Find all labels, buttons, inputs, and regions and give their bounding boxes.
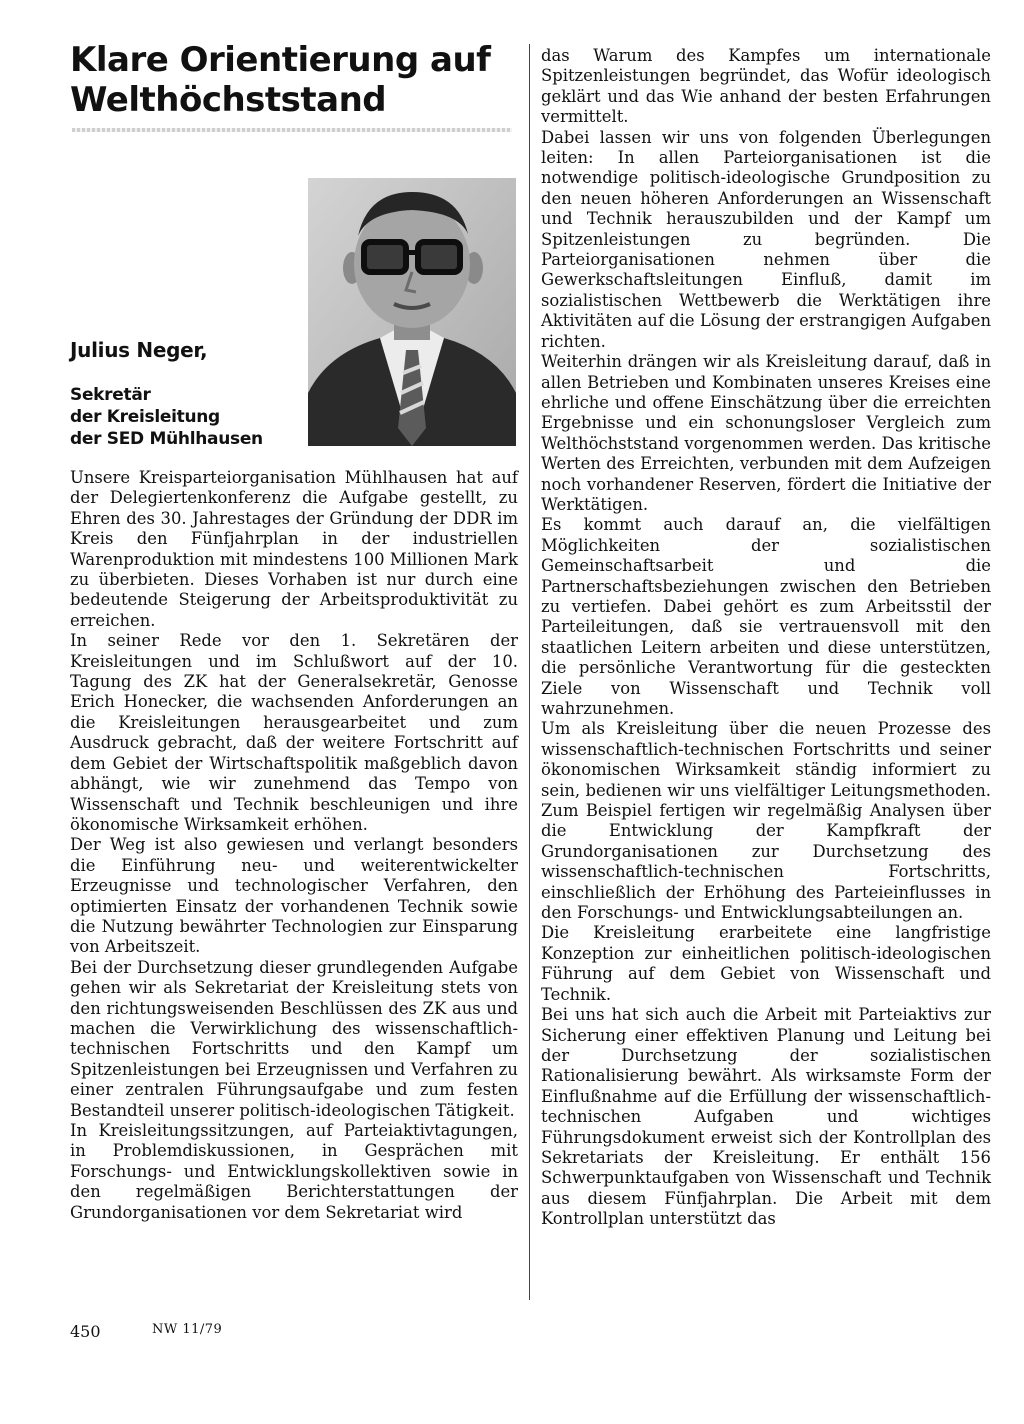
body-paragraph: Es kommt auch darauf an, die vielfältigen Möglichkeiten der sozialistischen Gemeinschaftsarbeit und die Partnerschaftsbeziehungen zwischen den Betrieben zu vertiefen. Dabei gehört es zum Arbeitsstil der Parteileitungen, daß sie vertrauensvoll mit den staatlichen Leitern arbeiten und diese unterstützen, die persönliche Verantwortung für die gesteckten Ziele von Wissenschaft und Technik voll wahrzunehmen.	[541, 515, 991, 718]
author-role	[70, 384, 300, 450]
body-paragraph: Um als Kreisleitung über die neuen Prozesse des wissenschaftlich-technischen Fortschritts und seiner ökonomischen Wirksamkeit ständig informiert zu sein, bedienen wir uns vielfältiger Leitungsmethoden. Zum Beispiel fertigen wir regelmäßig Analysen über die Entwicklung der Kampfkraft der Grundorganisationen zur Durchsetzung des wissenschaftlich-technischen Fortschritts, einschließlich der Erhöhung des Parteieinflusses in den Forschungs- und Entwicklungsabteilungen an.	[541, 719, 991, 923]
author-portrait	[308, 178, 516, 446]
left-text-column	[70, 468, 518, 1223]
body-paragraph: Der Weg ist also gewiesen und verlangt besonders die Einführung neu- und weiterentwickelter Erzeugnisse und technologischer Verfahren, den optimierten Einsatz der vorhandenen Technik sowie die Nutzung bewährter Technologien zur Einsparung von Arbeitszeit.	[70, 835, 518, 957]
body-paragraph: Bei uns hat sich auch die Arbeit mit Parteiaktivs zur Sicherung einer effektiven Planung und Leitung bei der Durchsetzung der sozialistischen Rationalisierung bewährt. Als wirksamste Form der Einflußnahme auf die Erfüllung der wissenschaftlich-technischen Aufgaben und wichtiges Führungsdokument erweist sich der Kontrollplan des Sekretariats der Kreisleitung. Er enthält 156 Schwerpunktaufgaben von Wissenschaft und Technik aus diesem Fünfjahrplan. Die Arbeit mit dem Kontrollplan unterstützt das	[541, 1005, 991, 1229]
title-divider	[72, 128, 512, 132]
right-text-column	[541, 46, 991, 1230]
author-role-line: der Kreisleitung	[70, 407, 220, 427]
body-paragraph: Die Kreisleitung erarbeitete eine langfristige Konzeption zur einheitlichen politisch-ideologischen Führung auf dem Gebiet von Wissenschaft und Technik.	[541, 923, 991, 1004]
page-number: 450	[70, 1322, 101, 1341]
body-paragraph: Dabei lassen wir uns von folgenden Überlegungen leiten: In allen Parteiorganisationen ist die notwendige politisch-ideologische Grundposition zu den neuen höheren Anforderungen an Wissenschaft und Technik herauszubilden und der Kampf um Spitzenleistungen zu begründen. Die Parteiorganisationen nehmen über die Gewerkschaftsleitungen Einfluß, damit im sozialistischen Wettbewerb die Werktätigen ihre Aktivitäten auf die Lösung der erstrangigen Aufgaben richten.	[541, 127, 991, 351]
portrait-illustration	[308, 178, 516, 446]
author-name: Julius Neger,	[70, 338, 208, 362]
author-byline	[70, 338, 300, 450]
article-title: Klare Orientierung auf Welthöchststand	[70, 40, 491, 120]
column-divider	[529, 44, 530, 1300]
body-paragraph: In seiner Rede vor den 1. Sekretären der Kreisleitungen und im Schlußwort auf der 10. Tagung des ZK hat der Generalsekretär, Genosse Erich Honecker, die wachsenden Anforderungen an die Kreisleitungen herausgearbeitet und zum Ausdruck gebracht, daß der weitere Fortschritt auf dem Gebiet der Wirtschaftspolitik maßgeblich davon abhängt, wie wir zunehmend das Tempo von Wissenschaft und Technik beschleunigen und ihre ökonomische Wirksamkeit erhöhen.	[70, 631, 518, 834]
body-paragraph: Weiterhin drängen wir als Kreisleitung darauf, daß in allen Betrieben und Kombinaten unseres Kreises eine ehrliche und offene Einschätzung über die erreichten Ergebnisse und ein schonungsloser Vergleich zum Welthöchststand vorgenommen werden. Das kritische Werten des Erreichten, verbunden mit dem Aufzeigen noch vorhandener Reserven, fördert die Initiative der Werktätigen.	[541, 352, 991, 514]
body-paragraph: Bei der Durchsetzung dieser grundlegenden Aufgabe gehen wir als Sekretariat der Kreisleitung stets von den richtungsweisenden Beschlüssen des ZK aus und machen die Verwirklichung des wissenschaftlich-technischen Fortschritts und den Kampf um Spitzenleistungen bei Erzeugnissen und Verfahren zu einer zentralen Führungsaufgabe und zum festen Bestandteil unserer politisch-ideologischen Tätigkeit.	[70, 957, 518, 1120]
journal-issue: NW 11/79	[152, 1322, 223, 1337]
body-paragraph: das Warum des Kampfes um internationale Spitzenleistungen begründet, das Wofür ideologisch geklärt und das Wie anhand der besten Erfahrungen vermittelt.	[541, 46, 991, 127]
body-paragraph: In Kreisleitungssitzungen, auf Parteiaktivtagungen, in Problemdiskussionen, in Gesprächen mit Forschungs- und Entwicklungskollektiven sowie in den regelmäßigen Berichterstattungen der Grundorganisationen vor dem Sekretariat wird	[70, 1121, 518, 1222]
author-role-line: der SED Mühlhausen	[70, 429, 263, 449]
author-role-line: Sekretär	[70, 385, 151, 405]
body-paragraph: Unsere Kreisparteiorganisation Mühlhausen hat auf der Delegiertenkonferenz die Aufgabe gestellt, zu Ehren des 30. Jahrestages der Gründung der DDR im Kreis den Fünfjahrplan in der industriellen Warenproduktion mit mindestens 100 Millionen Mark zu überbieten. Dieses Vorhaben ist nur durch eine bedeutende Steigerung der Arbeitsproduktivität zu erreichen.	[70, 468, 518, 630]
